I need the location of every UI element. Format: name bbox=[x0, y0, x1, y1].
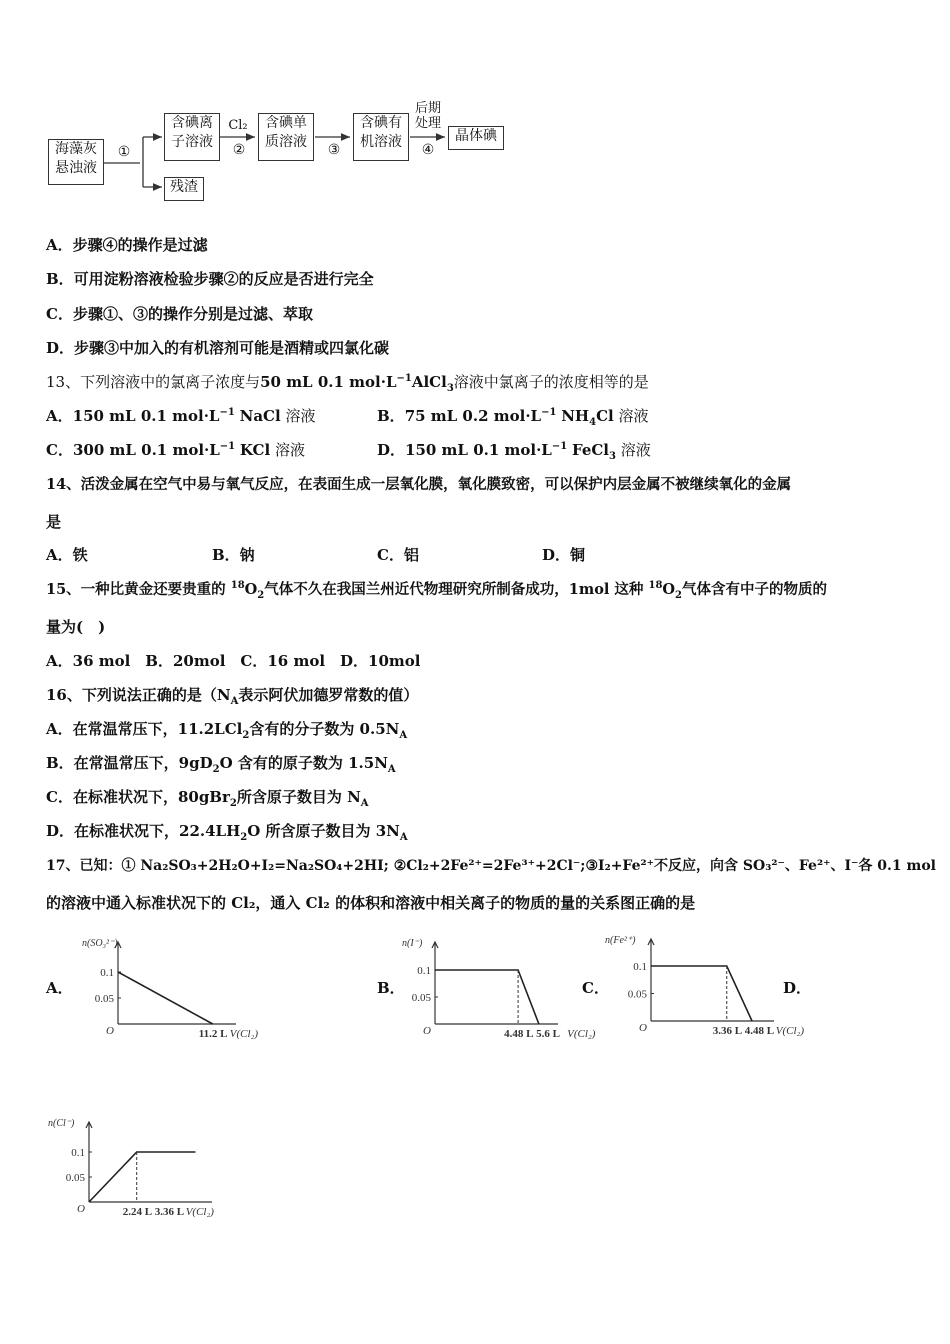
iodine-solution-box: 含碘单 质溶液 bbox=[258, 113, 314, 161]
y-axis-label: n(I⁻) bbox=[402, 938, 423, 949]
x-axis-label: V(Cl₂) bbox=[229, 1028, 259, 1040]
q16-option-b: B．在常温常压下，$9gD_2O$ 含有的原子数为 $1.5N_A$ bbox=[46, 754, 396, 775]
q14-option-a: A．铁 bbox=[46, 546, 88, 564]
q17-label-c: C． bbox=[582, 979, 609, 997]
series-line bbox=[435, 970, 539, 1024]
x-tick-label: 3.36 L bbox=[154, 1206, 185, 1218]
q12-option-d: D．步骤③中加入的有机溶剂可能是酒精或四氯化碳 bbox=[46, 339, 390, 357]
flowchart-arrows bbox=[0, 0, 950, 215]
y-tick-label: 0.1 bbox=[633, 961, 647, 973]
step4-label: ④ bbox=[421, 142, 435, 158]
y-axis-label: n(SO₃²⁻) bbox=[82, 938, 118, 949]
q15-stem-line2: 量为( ) bbox=[46, 618, 106, 636]
x-tick-label: 5.6 L bbox=[536, 1028, 560, 1040]
x-axis-label: V(Cl₂) bbox=[185, 1206, 214, 1218]
q16-option-a: A．在常温常压下，11.2LCl$_2$含有的分子数为 $0.5N_A$ bbox=[46, 720, 408, 741]
series-line bbox=[118, 972, 213, 1024]
q13-option-a: A．150 mL 0.1 $mol\cdot L^{-1}$ NaCl 溶液 bbox=[46, 407, 316, 425]
y-tick-label: 0.05 bbox=[411, 992, 431, 1004]
series-line bbox=[89, 1152, 195, 1202]
y-axis-label: n(Fe²⁺) bbox=[605, 935, 636, 946]
y-tick-label: 0.05 bbox=[94, 993, 114, 1005]
q14-stem-line1: 14、活泼金属在空气中易与氧气反应，在表面生成一层氧化膜，氧化膜致密，可以保护内层金属不被继续氧化的金属 bbox=[46, 476, 792, 493]
chart-a bbox=[80, 928, 259, 1046]
q17-stem-line1: 17、已知：① Na₂SO₃+2H₂O+I₂=Na₂SO₄+2HI; ②Cl₂+2Fe²⁺=2Fe³⁺+2Cl⁻;③I₂+Fe²⁺不反应，向含 SO₃²⁻、Fe²⁺、I⁻各 0.1 mol bbox=[46, 858, 936, 874]
q12-option-b: B．可用淀粉溶液检验步骤②的反应是否进行完全 bbox=[46, 270, 374, 288]
q13-option-c: C．300 mL 0.1 $mol\cdot L^{-1}$ KCl 溶液 bbox=[46, 441, 305, 459]
q15-stem-line1: 15、一种比黄金还要贵重的 $^{18}O_2$气体不久在我国兰州近代物理研究所制备成功，1mol 这种 $^{18}O_2$气体含有中子的物质的 bbox=[46, 580, 828, 601]
origin-label: O bbox=[423, 1025, 431, 1037]
q14-stem-line2: 是 bbox=[46, 513, 62, 531]
step2-reagent: Cl₂ bbox=[228, 118, 248, 133]
residue-box: 残渣 bbox=[164, 177, 204, 201]
crystal-iodine-box: 晶体碘 bbox=[448, 126, 504, 150]
y-tick-label: 0.1 bbox=[100, 967, 114, 979]
x-tick-label: 2.24 L bbox=[122, 1206, 153, 1218]
q13-option-b: B．75 mL 0.2 $mol\cdot L^{-1}$ $NH_4Cl$ 溶液 bbox=[377, 407, 649, 428]
chart-a-plot bbox=[82, 938, 258, 1040]
chart-c-plot bbox=[605, 935, 804, 1037]
q13-option-d: D．150 mL 0.1 $mol\cdot L^{-1}$ FeCl$_3$ 溶液 bbox=[377, 441, 651, 462]
step4-text: 后期 处理 bbox=[414, 101, 441, 131]
x-tick-label: 4.48 L bbox=[744, 1025, 775, 1037]
x-tick-label: 11.2 L bbox=[198, 1028, 228, 1040]
q17-stem-line2: 的溶液中通入标准状况下的 Cl₂，通入 Cl₂ 的体积和溶液中相关离子的物质的量的关系图正确的是 bbox=[46, 894, 696, 912]
q16-stem: 16、下列说法正确的是（$N_A$表示阿伏加德罗常数的值） bbox=[46, 686, 419, 707]
x-tick-label: 4.48 L bbox=[504, 1028, 534, 1040]
step2-label: ② bbox=[232, 142, 246, 158]
origin-label: O bbox=[77, 1203, 85, 1215]
q17-label-a: A． bbox=[46, 979, 73, 997]
origin-label: O bbox=[106, 1025, 114, 1037]
step3-label: ③ bbox=[327, 142, 341, 158]
q14-option-b: B．钠 bbox=[212, 546, 255, 564]
q16-option-c: C．在标准状况下，80gBr$_2$所含原子数目为 $N_A$ bbox=[46, 788, 369, 809]
q13-stem: 13、下列溶液中的氯离子浓度与50 mL 0.1 $mol\cdot L^{-1}AlCl_3$溶液中氯离子的浓度相等的是 bbox=[46, 373, 649, 394]
chart-d-plot bbox=[48, 1118, 214, 1218]
y-tick-label: 0.1 bbox=[71, 1147, 85, 1159]
series-line bbox=[651, 966, 752, 1021]
y-tick-label: 0.05 bbox=[65, 1172, 85, 1184]
q14-option-c: C．铝 bbox=[377, 546, 419, 564]
step1-label: ① bbox=[117, 144, 131, 160]
x-tick-label: 3.36 L bbox=[712, 1025, 743, 1037]
iodide-solution-box: 含碘离 子溶液 bbox=[164, 113, 220, 161]
q15-options: A．36 mol B．20mol C．16 mol D．10mol bbox=[46, 652, 421, 670]
chart-c bbox=[603, 925, 805, 1043]
y-tick-label: 0.05 bbox=[627, 988, 647, 1001]
x-axis-label: V(Cl₂) bbox=[775, 1025, 805, 1037]
origin-label: O bbox=[639, 1022, 647, 1034]
q17-label-b: B． bbox=[377, 979, 405, 997]
y-axis-label: n(Cl⁻) bbox=[48, 1118, 75, 1129]
chart-d bbox=[46, 1112, 216, 1224]
q12-option-c: C．步骤①、③的操作分别是过滤、萃取 bbox=[46, 305, 313, 323]
x-axis-label: V(Cl₂) bbox=[567, 1028, 596, 1040]
q17-label-d: D． bbox=[783, 979, 812, 997]
organic-solution-box: 含碘有 机溶液 bbox=[353, 113, 409, 161]
q12-option-a: A．步骤④的操作是过滤 bbox=[46, 236, 208, 254]
y-tick-label: 0.1 bbox=[417, 965, 431, 977]
chart-b bbox=[400, 928, 596, 1046]
q14-option-d: D．铜 bbox=[542, 546, 586, 564]
start-box: 海藻灰 悬浊液 bbox=[48, 139, 104, 185]
q16-option-d: D．在标准状况下，$22.4LH_2O$ 所含原子数目为 $3N_A$ bbox=[46, 822, 408, 843]
chart-b-plot bbox=[402, 938, 596, 1040]
